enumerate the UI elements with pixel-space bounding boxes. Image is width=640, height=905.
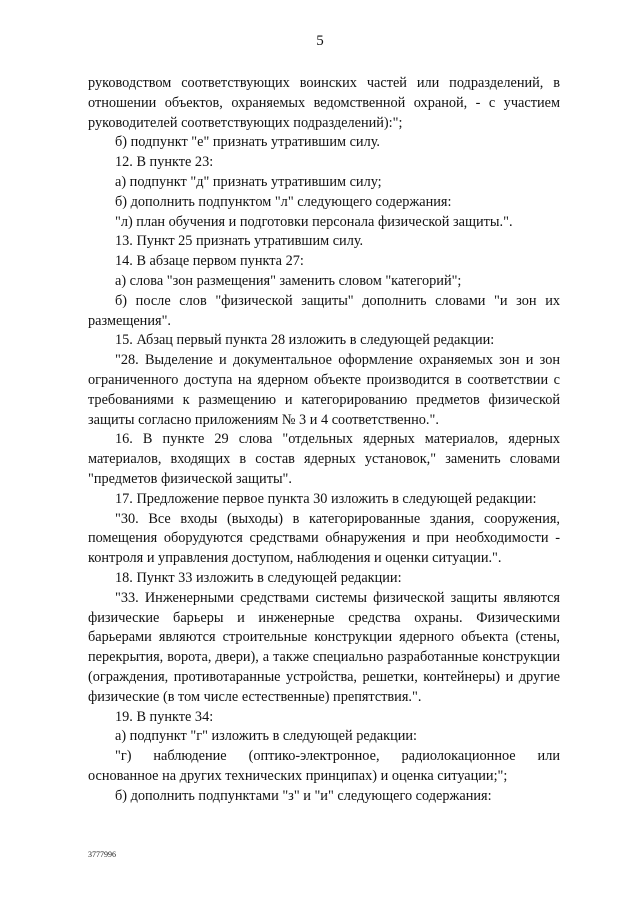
paragraph: "28. Выделение и документальное оформление охраняемых зон и зон ограниченного доступа на ядерном объекте производится в соответствии с требованиями к размещению и категорированию предметов физической защиты согласно приложениям № 3 и 4 соответственно.". (88, 352, 560, 428)
paragraph: 16. В пункте 29 слова "отдельных ядерных материалов, ядерных материалов, входящих в состав ядерных установок," заменить словами "предметов физической защиты". (88, 431, 560, 487)
paragraph: б) дополнить подпунктами "з" и "и" следующего содержания: (115, 787, 492, 804)
paragraph: 12. В пункте 23: (115, 154, 214, 171)
document-body (88, 74, 560, 806)
paragraph: а) подпункт "д" признать утратившим силу; (115, 173, 382, 190)
paragraph: б) после слов "физической защиты" дополнить словами "и зон их размещения". (88, 292, 560, 329)
paragraph: 14. В абзаце первом пункта 27: (115, 253, 304, 270)
paragraph: 17. Предложение первое пункта 30 изложить в следующей редакции: (115, 490, 537, 507)
paragraph: руководством соответствующих воинских частей или подразделений, в отношении объектов, охраняемых ведомственной охраной, - с участием руководителей соответствующих подразделений):"; (88, 75, 560, 131)
paragraph: "30. Все входы (выходы) в категорированные здания, сооружения, помещения оборудуются средствами обнаружения и при необходимости - контроля и управления доступом, наблюдения и оценки ситуации.". (88, 510, 560, 567)
paragraph: "33. Инженерными средствами системы физической защиты являются физические барьеры и инженерные средства охраны. Физическими барьерами являются строительные конструкции ядерного объекта (стены, перекрытия, ворота, двери), а также специально разработанные конструкции (ограждения, противотаранные устройства, решетки, контейнеры) и другие физические (в том числе естественные) препятствия.". (88, 589, 560, 705)
paragraph: "г) наблюдение (оптико-электронное, радиолокационное или основанное на других технических принципах) и оценка ситуации;"; (88, 748, 560, 784)
paragraph: а) подпункт "г" изложить в следующей редакции: (115, 728, 418, 745)
page-number: 5 (316, 33, 324, 49)
paragraph: "л) план обучения и подготовки персонала физической защиты.". (115, 213, 513, 230)
paragraph: 13. Пункт 25 признать утратившим силу. (115, 233, 364, 250)
paragraph: 19. В пункте 34: (115, 708, 214, 725)
paragraph: 15. Абзац первый пункта 28 изложить в следующей редакции: (115, 332, 495, 349)
document-code: 3777996 (88, 850, 116, 859)
paragraph: б) дополнить подпунктом "л" следующего содержания: (115, 193, 452, 210)
paragraph: б) подпункт "е" признать утратившим силу. (115, 134, 381, 151)
paragraph: а) слова "зон размещения" заменить словом "категорий"; (115, 272, 462, 289)
paragraph: 18. Пункт 33 изложить в следующей редакции: (115, 569, 402, 586)
